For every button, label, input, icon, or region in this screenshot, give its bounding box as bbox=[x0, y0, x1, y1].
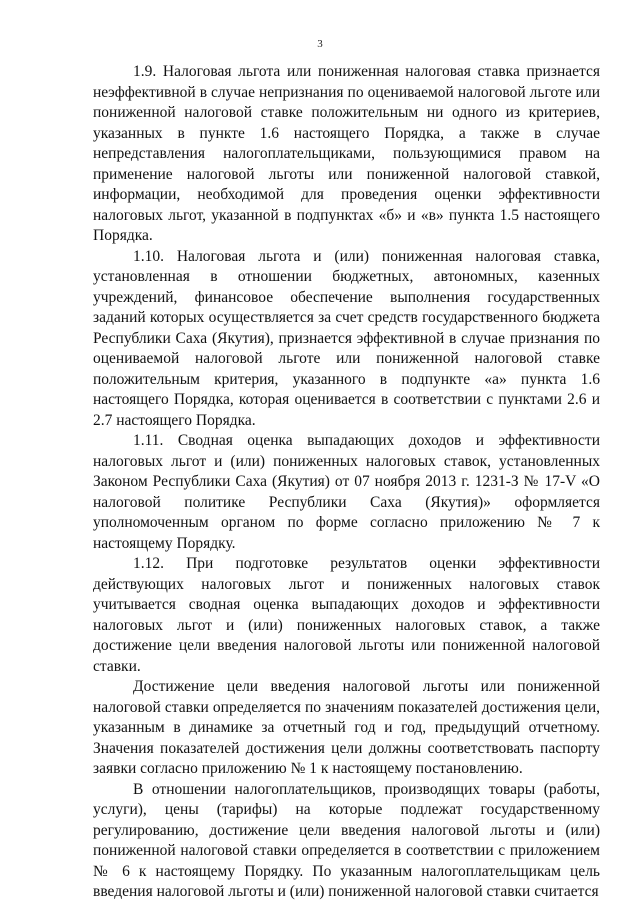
page-number: 3 bbox=[317, 38, 323, 50]
paragraph-goal-achievement: Достижение цели введения налоговой льготы или пониженной налоговой ставки определяется по значениям показателей достижения цели, указанным в динамике за отчетный год и год, предыдущий отчетному. Значения показателей достижения цели должны соответствовать паспорту заявки согласно приложению № 1 к настоящему постановлению. bbox=[93, 678, 600, 777]
paragraph-1-10: 1.10. Налоговая льгота и (или) пониженная налоговая ставка, установленная в отношении бюджетных, автономных, казенных учреждений, финансовое обеспечение выполнения государственных заданий которых осуществляется за счет средств государственного бюджета Республики Саха (Якутия), признается эффективной в случае признания по оцениваемой налоговой льготе или пониженной налоговой ставке положительным критерия, указанного в подпункте «а» пункта 1.6 настоящего Порядка, которая оценивается в соответствии с пунктами 2.6 и 2.7 настоящего Порядка. bbox=[93, 247, 600, 429]
document-body bbox=[93, 62, 600, 903]
paragraph-1-12: 1.12. При подготовке результатов оценки эффективности действующих налоговых льгот и пониженных налоговых ставок учитывается сводная оценка выпадающих доходов и эффективности налоговых льгот и (или) пониженных налоговых ставок, а также достижение цели введения налоговой льготы или пониженной налоговой ставки. bbox=[93, 555, 600, 675]
paragraph-1-9: 1.9. Налоговая льгота или пониженная налоговая ставка признается неэффективной в случае непризнания по оцениваемой налоговой льготе или пониженной налоговой ставке положительным ни одного из критериев, указанных в пункте 1.6 настоящего Порядка, а также в случае непредставления налогоплательщиками, пользующимися правом на применение налоговой льготы или пониженной налоговой ставкой, информации, необходимой для проведения оценки эффективности налоговых льгот, указанной в подпунктах «б» и «в» пункта 1.5 настоящего Порядка. bbox=[93, 63, 600, 244]
paragraph-regulated-prices: В отношении налогоплательщиков, производящих товары (работы, услуги), цены (тарифы) на которые подлежат государственному регулированию, достижение цели введения налоговой льготы и (или) пониженной налоговой ставки определяется в соответствии с приложением № 6 к настоящему Порядку. По указанным налогоплательщикам цель введения налоговой льготы и (или) пониженной налоговой ставки считается bbox=[93, 780, 600, 900]
paragraph-1-11: 1.11. Сводная оценка выпадающих доходов и эффективности налоговых льгот и (или) пониженных налоговых ставок, установленных Законом Республики Саха (Якутия) от 07 ноября 2013 г. 1231-З № 17-V «О налоговой политике Республики Саха (Якутия)» оформляется уполномоченным органом по форме согласно приложению № 7 к настоящему Порядку. bbox=[93, 432, 600, 552]
